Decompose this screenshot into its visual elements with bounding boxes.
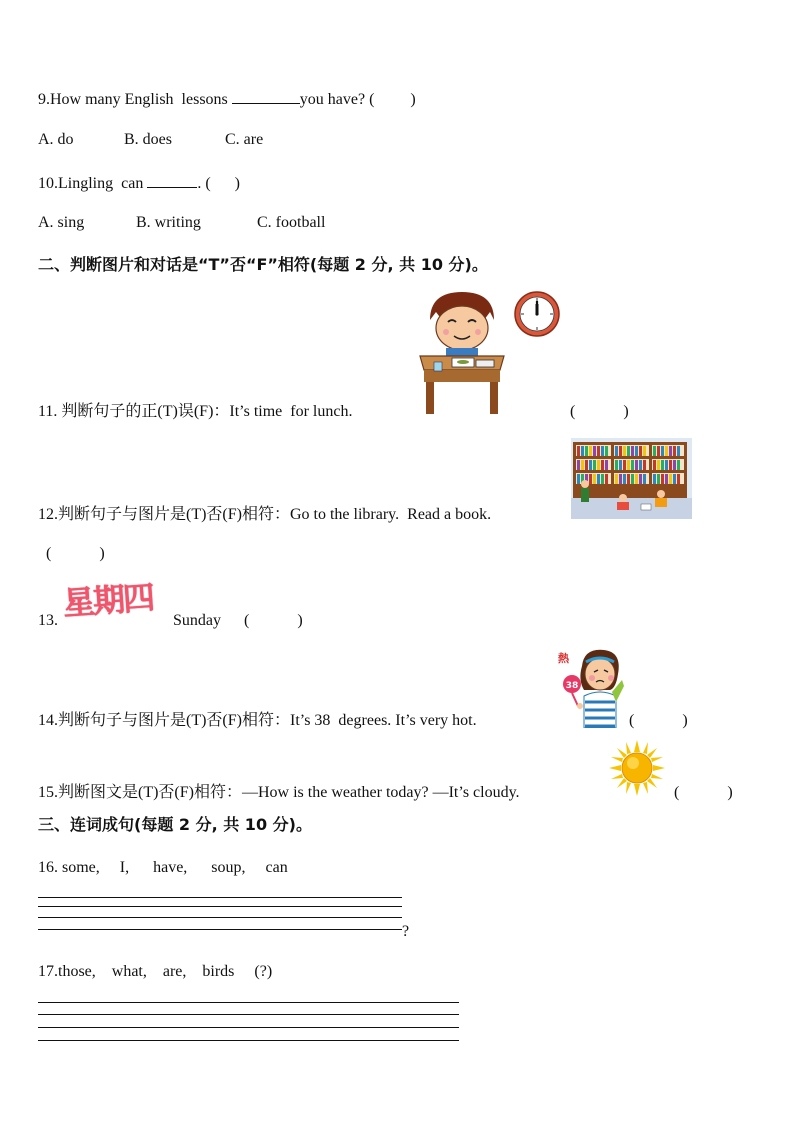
q14-text: 14.判断句子与图片是(T)否(F)相符：It’s 38 degrees. It’s very hot.: [38, 712, 477, 729]
q14-answer-paren[interactable]: ( ): [629, 712, 688, 729]
library-reading-icon: [571, 438, 692, 519]
q11-answer-paren[interactable]: ( ): [570, 403, 629, 420]
q15-answer-paren[interactable]: ( ): [674, 784, 733, 801]
q16-writing-line-3[interactable]: [38, 917, 402, 918]
q17-writing-line-3[interactable]: [38, 1027, 459, 1028]
q10-option-c: C. football: [257, 214, 326, 231]
hot-label: 熱: [558, 652, 569, 665]
q9-option-a: A. do: [38, 131, 74, 148]
clock-twelve-icon: [513, 290, 561, 338]
q12-text: 12.判断句子与图片是(T)否(F)相符：Go to the library. Read a book.: [38, 506, 492, 523]
q13-answer-paren[interactable]: ( ): [244, 612, 303, 629]
q13-word: Sunday: [173, 612, 221, 629]
hot-girl-fanning-icon: [554, 644, 624, 728]
thursday-word-art: 星期四: [61, 578, 155, 623]
section-2-title: 二、判断图片和对话是“T”否“F”相符(每题 2 分, 共 10 分)。: [38, 255, 488, 274]
q9-options: [38, 130, 263, 150]
q10-blank[interactable]: [147, 172, 197, 188]
q16-writing-line-2[interactable]: [38, 906, 402, 907]
q11-text: 11. 判断句子的正(T)误(F)：It’s time for lunch.: [38, 403, 353, 420]
boy-eating-lunch-icon: [416, 290, 508, 418]
q16-writing-line-1[interactable]: [38, 897, 402, 898]
q17-words: 17.those, what, are, birds (?): [38, 963, 273, 980]
q13-number: 13.: [38, 612, 58, 629]
q16-question-mark: ?: [402, 923, 410, 940]
svg-text:38: 38: [565, 681, 579, 691]
q10-option-a: A. sing: [38, 214, 85, 231]
q16-words: 16. some, I, have, soup, can: [38, 859, 288, 876]
q10-stem: 10.Lingling can . ( ): [38, 172, 240, 194]
q10-option-b: B. writing: [136, 214, 201, 231]
q17-writing-line-2[interactable]: [38, 1014, 459, 1015]
section-3-title: 三、连词成句(每题 2 分, 共 10 分)。: [38, 815, 312, 834]
q15-text: 15.判断图文是(T)否(F)相符：—How is the weather today? —It’s cloudy.: [38, 784, 520, 801]
q17-writing-line-4[interactable]: [38, 1040, 459, 1041]
q9-stem: 9.How many English lessons you have? ( ): [38, 88, 416, 110]
q9-blank[interactable]: [232, 88, 300, 104]
q16-writing-line-4[interactable]: [38, 929, 402, 930]
q9-option-b: B. does: [124, 131, 172, 148]
q9-option-c: C. are: [225, 131, 264, 148]
q10-options: [38, 213, 325, 233]
q12-answer-paren[interactable]: ( ): [46, 545, 105, 562]
q17-writing-line-1[interactable]: [38, 1002, 459, 1003]
sun-icon: [609, 740, 665, 796]
